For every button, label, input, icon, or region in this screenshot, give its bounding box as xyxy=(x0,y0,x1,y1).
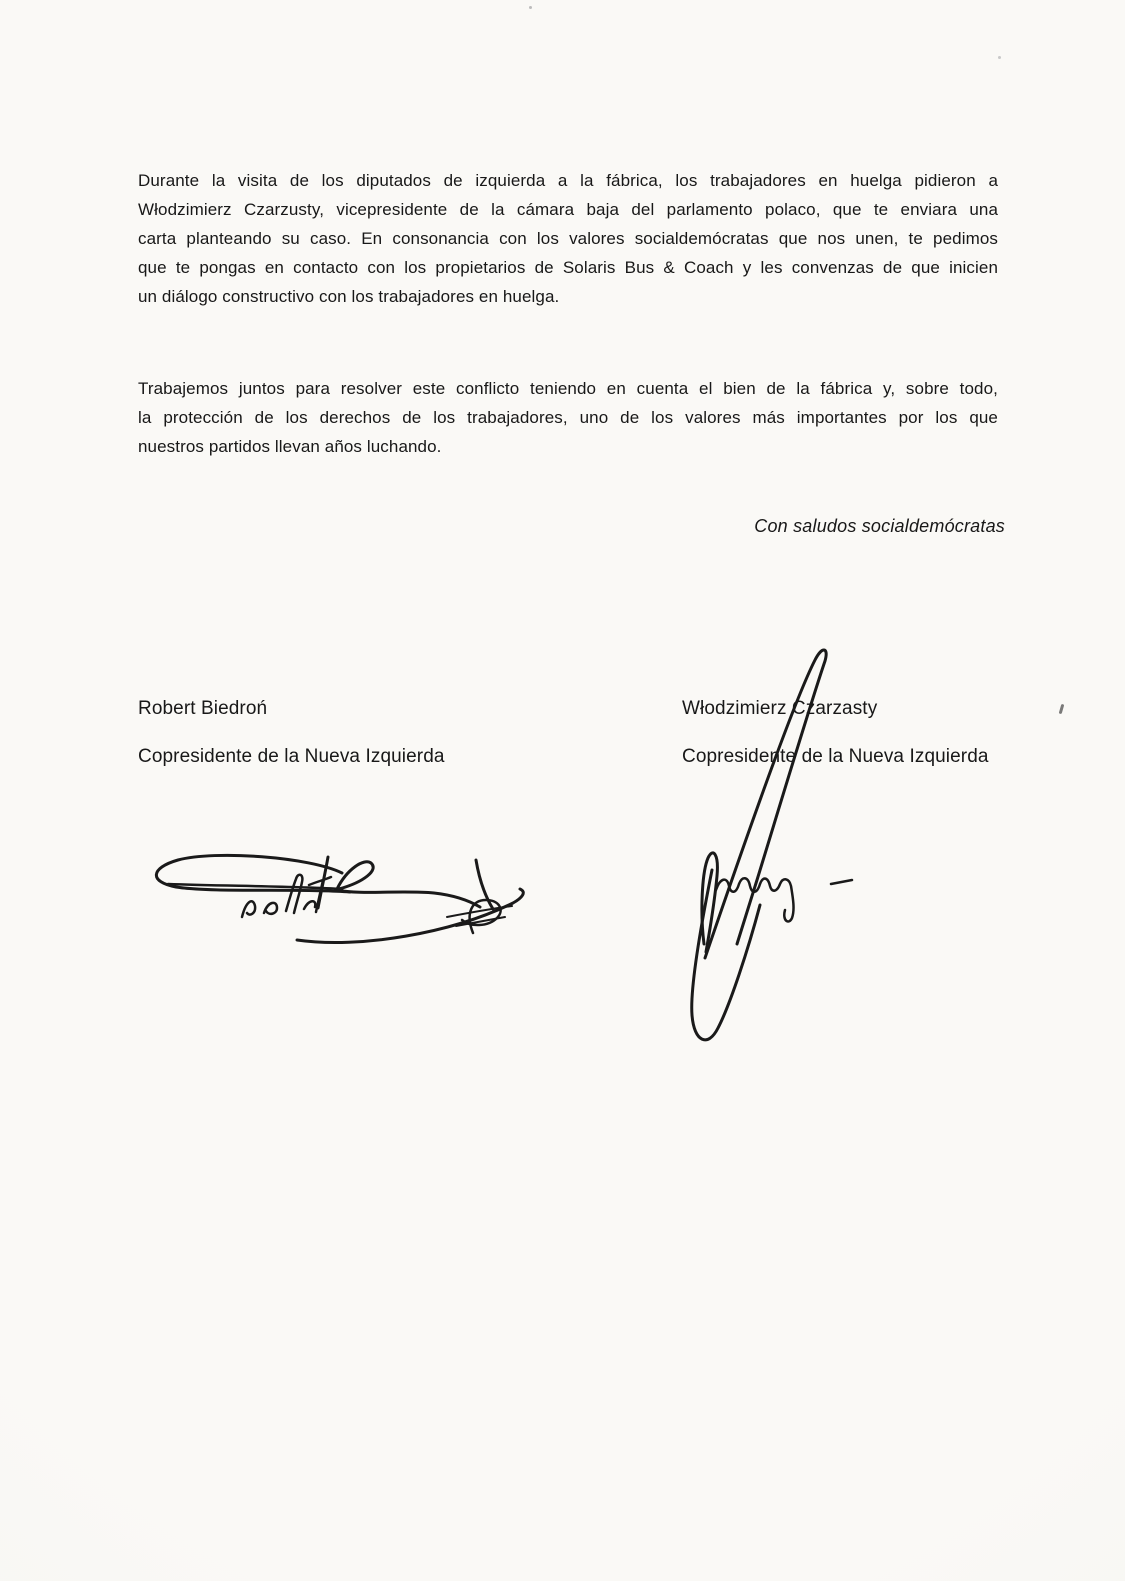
paragraph-line: que te pongas en contacto con los propietarios de Solaris Bus & Coach y les convenzas de que inicien xyxy=(138,258,998,277)
paragraph-line: nuestros partidos llevan años luchando. xyxy=(138,437,442,456)
paragraph-line: un diálogo constructivo con los trabajadores en huelga. xyxy=(138,287,560,306)
body-paragraph-1 xyxy=(138,166,998,311)
signatory-name-robert-biedron: Robert Biedroń xyxy=(138,698,268,719)
body-paragraph-2 xyxy=(138,374,998,461)
paragraph-line: carta planteando su caso. En consonancia con los valores socialdemócratas que nos unen, te pedimos xyxy=(138,229,998,248)
signatory-title-left: Copresidente de la Nueva Izquierda xyxy=(138,746,445,767)
signatory-title-right: Copresidente de la Nueva Izquierda xyxy=(682,746,989,767)
signature-robert-biedron xyxy=(138,835,538,955)
paragraph-line: Durante la visita de los diputados de izquierda a la fábrica, los trabajadores en huelga pidieron a xyxy=(138,171,998,190)
paragraph-line: Włodzimierz Czarzusty, vicepresidente de la cámara baja del parlamento polaco, que te enviara una xyxy=(138,200,998,219)
closing-salutation: Con saludos socialdemócratas xyxy=(754,516,1005,536)
scan-speck xyxy=(529,6,532,9)
scan-speck xyxy=(1059,704,1065,714)
signature-wlodzimierz-czarzasty xyxy=(666,628,876,1058)
scan-speck xyxy=(998,56,1001,59)
signatory-name-wlodzimierz-czarzasty: Włodzimierz Czarzasty xyxy=(682,698,878,719)
paragraph-line: Trabajemos juntos para resolver este conflicto teniendo en cuenta el bien de la fábrica y, sobre todo, xyxy=(138,379,998,398)
paragraph-line: la protección de los derechos de los trabajadores, uno de los valores más importantes por los que xyxy=(138,408,998,427)
